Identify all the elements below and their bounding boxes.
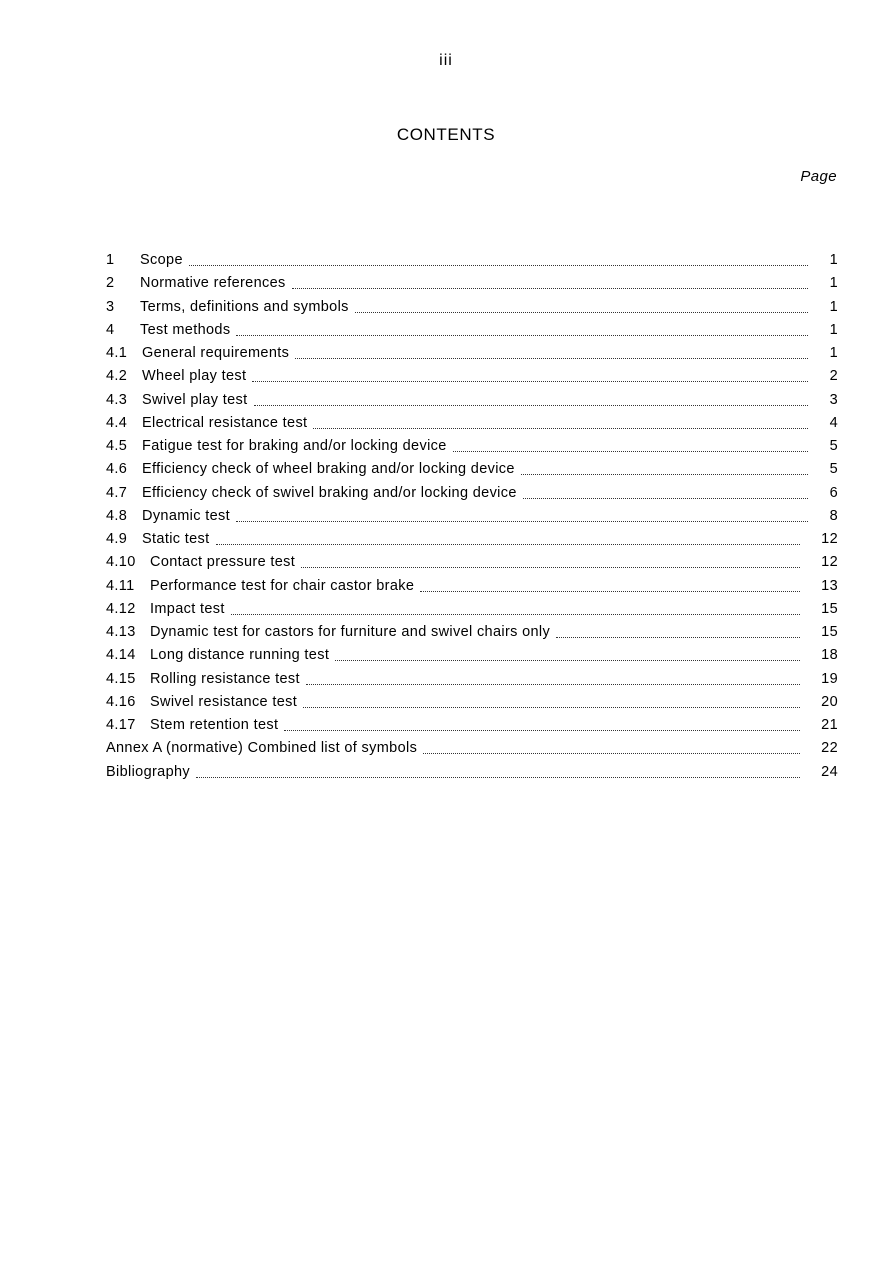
toc-entry-page-number: 6 [829, 484, 838, 501]
toc-entry-line [106, 459, 808, 479]
toc-entry-title: General requirements [142, 345, 290, 361]
toc-entry-title: Annex A (normative) Combined list of symbols [106, 740, 418, 757]
toc-entry-title: Rolling resistance test [150, 670, 300, 687]
toc-entry-number: 4.5 [106, 438, 128, 454]
toc-entry-line [106, 366, 808, 386]
toc-entry-line [106, 622, 800, 642]
toc-entry[interactable] [106, 645, 838, 668]
toc-entry[interactable] [106, 762, 838, 785]
toc-entry-title: Swivel play test [142, 391, 248, 408]
toc-entry-line [106, 320, 808, 340]
toc-entry-title: Wheel play test [142, 368, 247, 385]
toc-entry-page-number: 12 [821, 531, 838, 547]
toc-entry-page-number: 15 [821, 624, 838, 640]
toc-entry-line [106, 669, 800, 689]
toc-entry-line [106, 692, 800, 712]
toc-entry-page-number: 12 [821, 554, 838, 571]
dot-leader [292, 273, 808, 293]
dot-leader [189, 250, 808, 270]
toc-entry-number: 4.13 [106, 624, 136, 640]
dot-leader [556, 622, 800, 642]
toc-entry-number: 4.10 [106, 554, 136, 571]
toc-entry-line [106, 390, 808, 410]
toc-entry-number: 4.2 [106, 368, 128, 385]
toc-entry-title: Fatigue test for braking and/or locking device [142, 438, 447, 454]
toc-entry-number: 4.1 [106, 345, 128, 361]
toc-entry[interactable] [106, 552, 838, 575]
dot-leader [236, 506, 808, 526]
toc-entry-title: Contact pressure test [150, 554, 296, 571]
toc-entry-title: Terms, definitions and symbols [140, 298, 349, 315]
toc-entry-title: Bibliography [106, 763, 190, 780]
toc-entry-number: 4.4 [106, 414, 128, 431]
toc-entry-page-number: 8 [829, 507, 838, 524]
dot-leader [196, 762, 800, 782]
toc-entry-title: Normative references [140, 275, 286, 292]
toc-entry-page-number: 18 [821, 647, 838, 664]
dot-leader [521, 459, 808, 479]
toc-entry[interactable] [106, 320, 838, 343]
toc-entry[interactable] [106, 599, 838, 622]
toc-entry[interactable] [106, 366, 838, 389]
toc-entry-line [106, 762, 800, 782]
toc-entry-page-number: 24 [821, 763, 838, 780]
toc-entry[interactable] [106, 250, 838, 273]
toc-entry[interactable] [106, 506, 838, 529]
toc-entry-page-number: 1 [829, 275, 838, 292]
page-column-label: Page [800, 168, 837, 185]
toc-entry-title: Efficiency check of swivel braking and/or locking device [142, 484, 517, 501]
toc-entry[interactable] [106, 692, 838, 715]
dot-leader [236, 320, 808, 340]
toc-entry[interactable] [106, 483, 838, 506]
toc-entry[interactable] [106, 459, 838, 482]
toc-entry-page-number: 1 [829, 321, 838, 338]
toc-entry-title: Dynamic test for castors for furniture and swivel chairs only [150, 624, 551, 640]
toc-entry-title: Efficiency check of wheel braking and/or locking device [142, 461, 515, 478]
toc-entry-line [106, 738, 800, 758]
toc-entry-title: Performance test for chair castor brake [150, 577, 415, 594]
toc-entry[interactable] [106, 390, 838, 413]
toc-entry[interactable] [106, 576, 838, 599]
dot-leader [420, 576, 800, 596]
toc-entry-number: 4.17 [106, 717, 136, 733]
toc-entry-number: 2 [106, 275, 115, 292]
toc-entry-line [106, 297, 808, 317]
toc-entry[interactable] [106, 297, 838, 320]
toc-entry-line [106, 599, 800, 619]
dot-leader [284, 715, 800, 735]
toc-entry-page-number: 15 [821, 600, 838, 617]
toc-entry-line [106, 506, 808, 526]
toc-entry-number: 4.11 [106, 577, 135, 594]
toc-entry-number: 4.6 [106, 461, 128, 478]
toc-entry[interactable] [106, 738, 838, 761]
toc-entry-number: 4.15 [106, 670, 136, 687]
toc-entry-number: 4.7 [106, 484, 128, 501]
toc-entry[interactable] [106, 529, 838, 552]
toc-entry[interactable] [106, 273, 838, 296]
dot-leader [335, 645, 800, 665]
dot-leader [423, 738, 800, 758]
toc-entry-page-number: 1 [829, 252, 838, 268]
toc-entry-number: 4.8 [106, 507, 128, 524]
toc-entry-title: Static test [142, 531, 210, 547]
toc-entry-line [106, 576, 800, 596]
dot-leader [254, 390, 808, 410]
toc-entry-title: Impact test [150, 600, 225, 617]
table-of-contents [106, 250, 838, 785]
dot-leader [303, 692, 800, 712]
dot-leader [313, 413, 808, 433]
toc-entry-page-number: 1 [829, 345, 838, 361]
dot-leader [355, 297, 808, 317]
toc-entry-title: Stem retention test [150, 717, 279, 733]
toc-entry-line [106, 413, 808, 433]
toc-entry-page-number: 21 [821, 717, 838, 733]
dot-leader [252, 366, 808, 386]
toc-entry-page-number: 19 [821, 670, 838, 687]
page-folio: iii [439, 52, 453, 69]
toc-entry-page-number: 5 [829, 438, 838, 454]
toc-entry-title: Scope [140, 252, 183, 268]
toc-entry-page-number: 3 [829, 391, 838, 408]
toc-entry-title: Long distance running test [150, 647, 330, 664]
dot-leader [216, 529, 800, 549]
toc-entry[interactable] [106, 413, 838, 436]
toc-entry-line [106, 343, 808, 363]
dot-leader [231, 599, 800, 619]
toc-entry-number: 3 [106, 298, 115, 315]
toc-entry-title: Dynamic test [142, 507, 230, 524]
dot-leader [306, 669, 800, 689]
toc-entry[interactable] [106, 343, 838, 366]
toc-entry-page-number: 13 [821, 577, 838, 594]
toc-entry-line [106, 552, 800, 572]
toc-entry-page-number: 5 [829, 461, 838, 478]
toc-entry-line [106, 645, 800, 665]
toc-entry-title: Test methods [140, 321, 231, 338]
toc-entry[interactable] [106, 669, 838, 692]
toc-entry-page-number: 20 [821, 693, 838, 710]
toc-entry-page-number: 4 [829, 414, 838, 431]
toc-entry-number: 1 [106, 252, 115, 268]
toc-entry-line [106, 715, 800, 735]
toc-entry-number: 4.12 [106, 600, 136, 617]
toc-entry-line [106, 273, 808, 293]
dot-leader [523, 483, 808, 503]
dot-leader [295, 343, 808, 363]
toc-entry-page-number: 1 [829, 298, 838, 315]
toc-entry-line [106, 250, 808, 270]
toc-entry-page-number: 2 [829, 368, 838, 385]
toc-entry-title: Swivel resistance test [150, 693, 298, 710]
toc-entry-number: 4.14 [106, 647, 136, 664]
toc-entry-number: 4.9 [106, 531, 128, 547]
toc-entry-line [106, 436, 808, 456]
contents-heading: CONTENTS [396, 125, 496, 144]
dot-leader [301, 552, 800, 572]
toc-entry-number: 4 [106, 321, 115, 338]
toc-entry[interactable] [106, 715, 838, 738]
toc-entry-line [106, 483, 808, 503]
toc-entry-number: 4.16 [106, 693, 136, 710]
toc-entry-line [106, 529, 800, 549]
toc-entry-title: Electrical resistance test [142, 414, 308, 431]
toc-entry[interactable] [106, 436, 838, 459]
toc-entry-number: 4.3 [106, 391, 128, 408]
toc-entry-page-number: 22 [821, 740, 838, 757]
dot-leader [453, 436, 808, 456]
toc-entry[interactable] [106, 622, 838, 645]
